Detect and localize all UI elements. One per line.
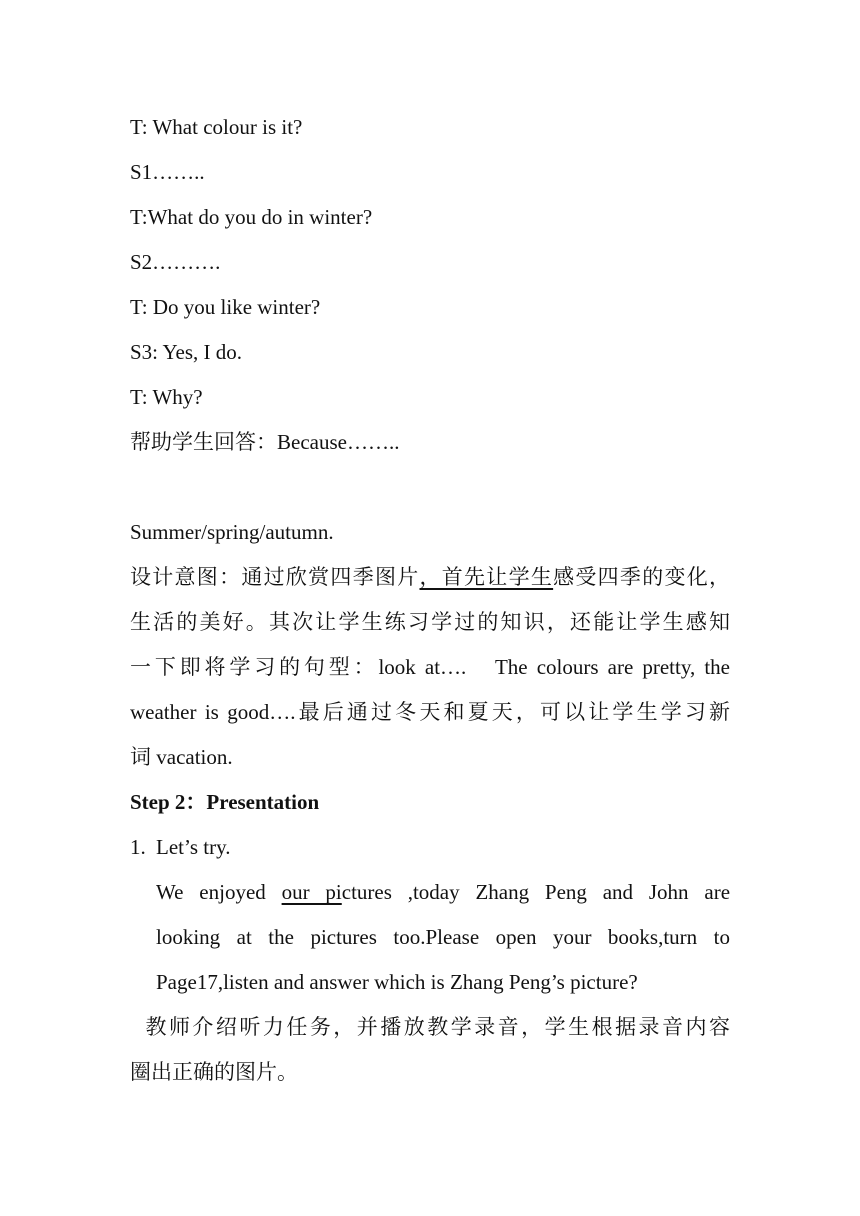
- dialogue-line-4: S2……….: [130, 250, 221, 274]
- design-intent-underlined: ，首先让学生: [419, 565, 554, 589]
- dialogue-line-8: 帮助学生回答：Because……..: [130, 430, 400, 454]
- dialogue-line-7: T: Why?: [130, 385, 203, 409]
- item1-paragraph-line-2: looking at the pictures too.Please open your books,turn to: [156, 925, 730, 949]
- design-intent-line-1: [130, 562, 730, 592]
- item1-paragraph-line-1: [156, 877, 730, 907]
- dialogue-line-3: T:What do you do in winter?: [130, 205, 373, 229]
- para1-underlined: our pi: [281, 880, 342, 904]
- design-intent-label: 设计意图：通过欣赏四季图片: [130, 565, 420, 589]
- para1-rest: ctures ,today Zhang Peng and John are: [341, 880, 731, 904]
- list-item-1: [130, 832, 230, 862]
- design-intent-line-5: 词 vacation.: [130, 745, 233, 769]
- step2-heading: Step 2：Presentation: [130, 790, 320, 814]
- dialogue-line-5: T: Do you like winter?: [130, 295, 321, 319]
- teacher-note-line-1: 教师介绍听力任务，并播放教学录音，学生根据录音内容: [130, 1015, 730, 1039]
- dialogue-line-6: S3: Yes, I do.: [130, 340, 243, 364]
- dialogue-line-2: S1……..: [130, 160, 205, 184]
- design-intent-line-4: weather is good….最后通过冬天和夏天，可以让学生学习新: [130, 700, 730, 724]
- design-intent-line-3: 一下即将学习的句型：look at…. The colours are pretty, the: [130, 655, 730, 679]
- teacher-note-line-2: 圈出正确的图片。: [130, 1060, 298, 1084]
- design-intent-rest: 感受四季的变化，: [553, 565, 731, 589]
- list-item-title: Let’s try.: [156, 835, 231, 859]
- dialogue-line-1: T: What colour is it?: [130, 115, 303, 139]
- seasons-line: Summer/spring/autumn.: [130, 520, 334, 544]
- design-intent-line-2: 生活的美好。其次让学生练习学过的知识，还能让学生感知: [130, 610, 730, 634]
- para1-start: We enjoyed: [156, 880, 282, 904]
- item1-paragraph-line-3: Page17,listen and answer which is Zhang Peng’s picture?: [156, 970, 638, 994]
- list-item-number: 1.: [130, 835, 146, 859]
